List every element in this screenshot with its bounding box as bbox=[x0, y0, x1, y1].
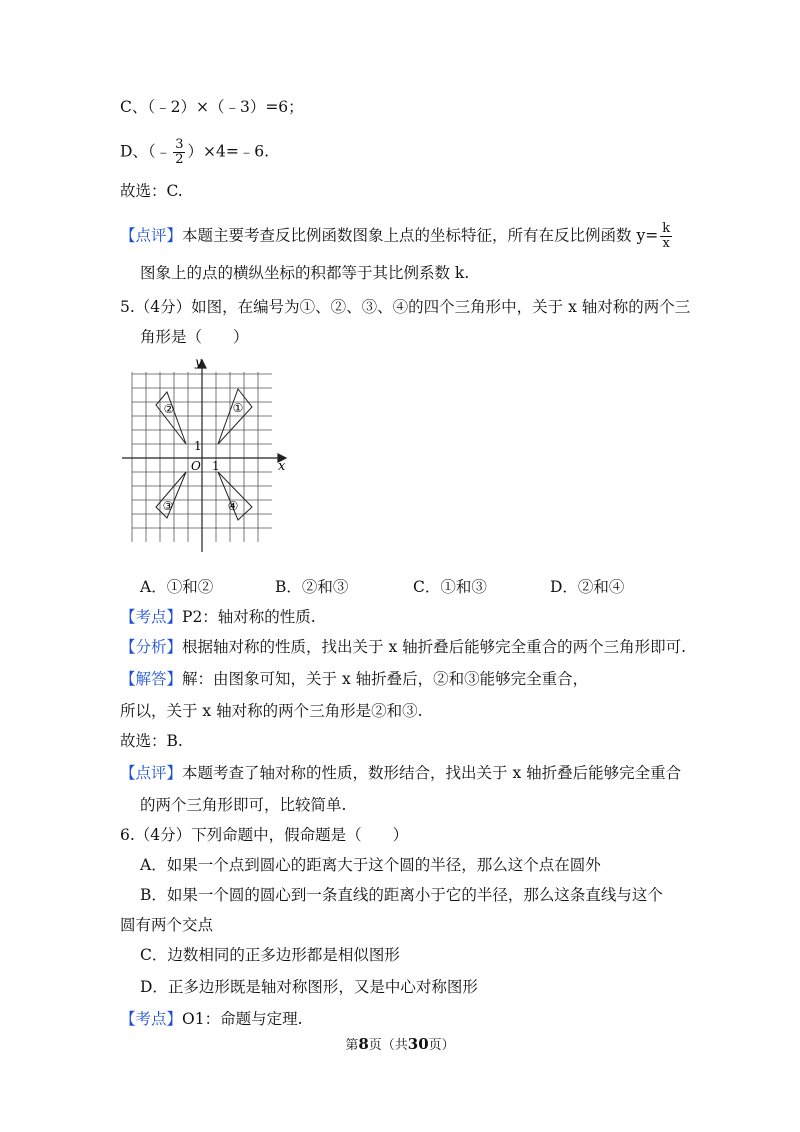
option-d-line: D、（﹣ $\frac{3}{2}$ ）×4=﹣6. bbox=[120, 137, 270, 167]
coordinate-figure bbox=[118, 352, 293, 557]
comment-line-1: 【点评】本题主要考查反比例函数图象上点的坐标特征，所有在反比例函数 y= $\frac{k}{x}$ bbox=[120, 221, 671, 251]
triangle-2-label: ② bbox=[163, 402, 175, 416]
question-5-line-2: 角形是（ ） bbox=[140, 328, 249, 346]
x-axis-label: x bbox=[278, 459, 286, 474]
kaodian-6: 【考点】O1：命题与定理. bbox=[120, 1010, 303, 1028]
fenxi-5: 【分析】根据轴对称的性质，找出关于 x 轴折叠后能够完全重合的两个三角形即可. bbox=[120, 638, 687, 656]
origin-label: O bbox=[191, 459, 201, 473]
triangle-3-label: ③ bbox=[162, 499, 174, 513]
choose-line-1: 故选：C. bbox=[120, 182, 183, 200]
triangle-2 bbox=[156, 392, 186, 444]
question-6: 6.（4分）下列命题中，假命题是（ ） bbox=[120, 826, 409, 844]
fraction: $\frac{3}{2}$ bbox=[175, 137, 184, 167]
choose-line-2: 故选：B. bbox=[120, 732, 183, 750]
axes bbox=[122, 360, 286, 552]
triangle-4-label: ④ bbox=[227, 499, 239, 513]
dianping-5-line-2: 的两个三角形即可，比较简单. bbox=[140, 796, 347, 814]
q5-option-d: D．②和④ bbox=[550, 578, 625, 596]
question-5-line-1: 5.（4分）如图，在编号为①、②、③、④的四个三角形中，关于 x 轴对称的两个三 bbox=[120, 298, 691, 316]
fraction-k-x: $\frac{k}{x}$ bbox=[662, 221, 671, 251]
dianping-5: 【点评】本题考查了轴对称的性质，数形结合，找出关于 x 轴折叠后能够完全重合 bbox=[120, 764, 682, 782]
jieda-5: 【解答】解：由图象可知，关于 x 轴折叠后，②和③能够完全重合， bbox=[120, 670, 589, 688]
q6-option-b: B．如果一个圆的圆心到一条直线的距离小于它的半径，那么这条直线与这个 bbox=[140, 886, 663, 904]
q5-option-b: B．②和③ bbox=[275, 578, 349, 596]
q6-option-d: D．正多边形既是轴对称图形，又是中心对称图形 bbox=[140, 978, 478, 996]
page-number: 8 bbox=[358, 1035, 369, 1053]
unit-x-label: 1 bbox=[212, 459, 220, 473]
q5-option-c: C．①和③ bbox=[413, 578, 487, 596]
total-pages: 30 bbox=[407, 1035, 429, 1053]
unit-y-label: 1 bbox=[194, 439, 202, 453]
q6-option-a: A．如果一个点到圆心的距离大于这个圆的半径，那么这个点在圆外 bbox=[140, 856, 601, 874]
y-axis-label: y bbox=[195, 355, 202, 369]
q6-option-b-line-2: 圆有两个交点 bbox=[120, 916, 214, 934]
q5-option-a: A．①和② bbox=[140, 578, 214, 596]
triangle-1 bbox=[218, 389, 252, 444]
triangle-1-label: ① bbox=[232, 401, 244, 415]
kaodian-5: 【考点】P2：轴对称的性质. bbox=[120, 608, 316, 626]
jieda-5-line-2: 所以，关于 x 轴对称的两个三角形是②和③. bbox=[120, 702, 423, 720]
option-c-line: C、（﹣2）×（﹣3）=6； bbox=[120, 98, 304, 116]
q6-option-c: C．边数相同的正多边形都是相似图形 bbox=[140, 946, 400, 964]
comment-line-2: 图象上的点的横纵坐标的积都等于其比例系数 k. bbox=[140, 264, 470, 282]
page-footer: 第8页（共30页） bbox=[345, 1035, 455, 1053]
